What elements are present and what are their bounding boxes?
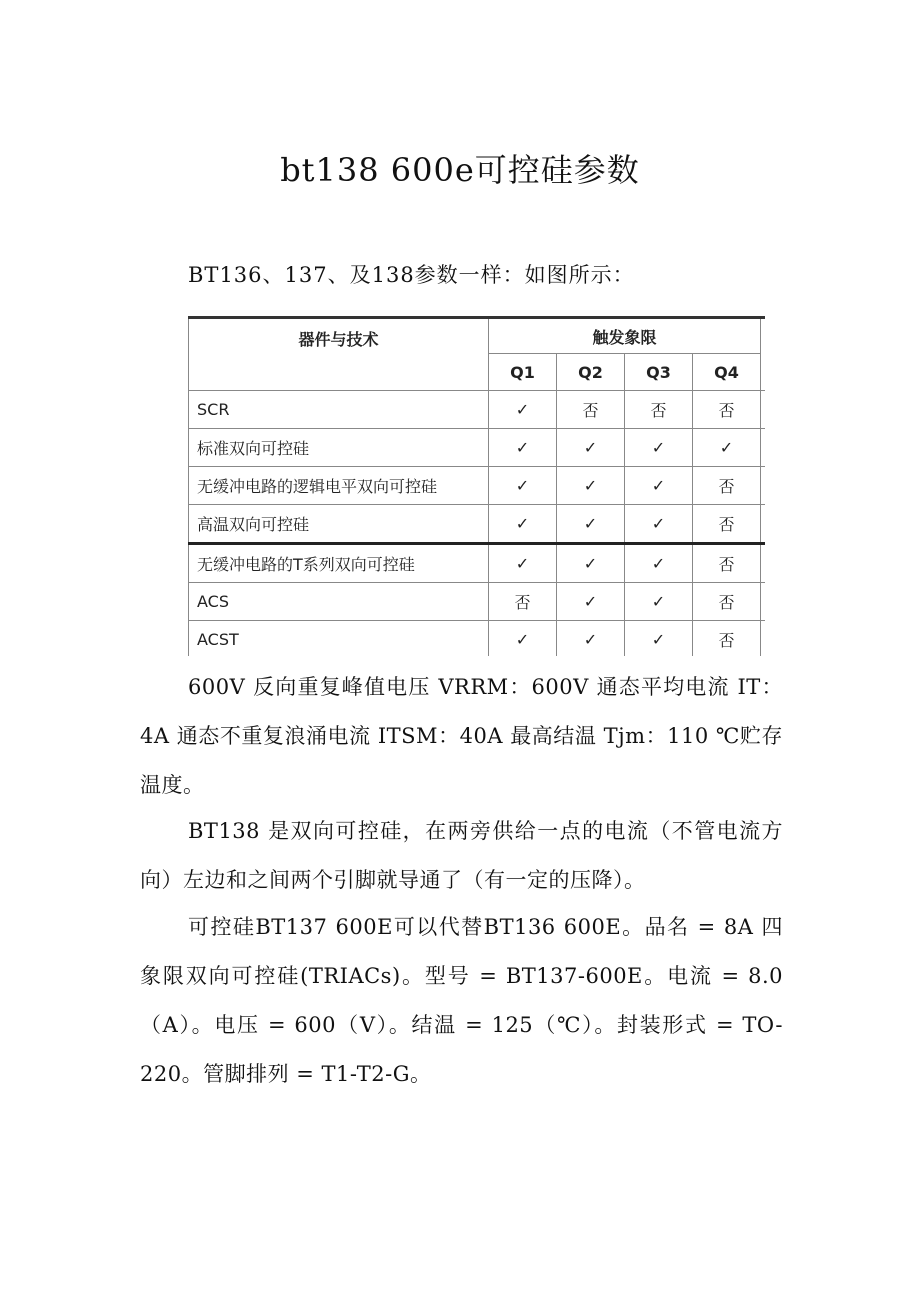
table-row bbox=[189, 467, 766, 505]
trigger-quadrant-table bbox=[188, 316, 765, 656]
row-cell: ✓ bbox=[557, 505, 625, 544]
row-cell: ✓ bbox=[625, 505, 693, 544]
row-cell: ✓ bbox=[557, 583, 625, 621]
row-cell: ✓ bbox=[489, 429, 557, 467]
table-row bbox=[189, 391, 766, 429]
row-cell: ✓ bbox=[625, 621, 693, 657]
row-cell: 否 bbox=[693, 621, 761, 657]
header-device: 器件与技术 bbox=[189, 318, 489, 391]
table-row bbox=[189, 621, 766, 657]
row-cell: ✓ bbox=[557, 544, 625, 583]
row-cell: ✓ bbox=[557, 429, 625, 467]
header-q3: Q3 bbox=[625, 354, 693, 391]
row-device: 高温双向可控硅 bbox=[189, 505, 489, 544]
header-trigger: 触发象限 bbox=[489, 318, 761, 354]
row-cell: ✓ bbox=[557, 621, 625, 657]
header-q2: Q2 bbox=[557, 354, 625, 391]
table-row bbox=[189, 583, 766, 621]
row-device: 无缓冲电路的T系列双向可控硅 bbox=[189, 544, 489, 583]
row-cell: ✓ bbox=[625, 544, 693, 583]
table-row bbox=[189, 429, 766, 467]
row-cell: ✓ bbox=[625, 467, 693, 505]
page-title: bt138 600e可控硅参数 bbox=[280, 151, 640, 189]
row-cell: 否 bbox=[693, 505, 761, 544]
row-device: ACST bbox=[189, 621, 489, 657]
paragraph-specs: 600V 反向重复峰值电压 VRRM：600V 通态平均电流 IT：4A 通态不重复浪涌电流 ITSM：40A 最高结温 Tjm：110 ℃贮存温度。 bbox=[140, 675, 783, 797]
row-cell: ✓ bbox=[489, 467, 557, 505]
paragraph-bt137: 可控硅BT137 600E可以代替BT136 600E。品名 = 8A 四象限双向可控硅(TRIACs)。型号 = BT137-600E。电流 = 8.0（A）。电压 = 600（V）。结温 = 125（℃）。封装形式 = TO-220。管脚排列 = T1-T2-G。 bbox=[140, 915, 783, 1086]
row-device: SCR bbox=[189, 391, 489, 429]
intro-text: BT136、137、及138参数一样：如图所示： bbox=[188, 263, 635, 287]
row-cell: ✓ bbox=[625, 429, 693, 467]
row-cell: ✓ bbox=[489, 391, 557, 429]
row-cell: 否 bbox=[693, 467, 761, 505]
row-cell: 否 bbox=[625, 391, 693, 429]
row-cell: ✓ bbox=[693, 429, 761, 467]
row-cell: 否 bbox=[693, 544, 761, 583]
table-row bbox=[189, 544, 766, 583]
table-row bbox=[189, 505, 766, 544]
row-cell: 否 bbox=[489, 583, 557, 621]
header-q1: Q1 bbox=[489, 354, 557, 391]
row-cell: ✓ bbox=[489, 505, 557, 544]
row-cell: 否 bbox=[693, 583, 761, 621]
row-device: 无缓冲电路的逻辑电平双向可控硅 bbox=[189, 467, 489, 505]
row-cell: ✓ bbox=[489, 621, 557, 657]
row-device: ACS bbox=[189, 583, 489, 621]
paragraph-bt138: BT138 是双向可控硅，在两旁供给一点的电流（不管电流方向）左边和之间两个引脚就导通了（有一定的压降）。 bbox=[140, 819, 783, 892]
row-cell: 否 bbox=[693, 391, 761, 429]
row-cell: ✓ bbox=[625, 583, 693, 621]
row-cell: 否 bbox=[557, 391, 625, 429]
header-q4: Q4 bbox=[693, 354, 761, 391]
row-cell: ✓ bbox=[557, 467, 625, 505]
row-device: 标准双向可控硅 bbox=[189, 429, 489, 467]
row-cell: ✓ bbox=[489, 544, 557, 583]
